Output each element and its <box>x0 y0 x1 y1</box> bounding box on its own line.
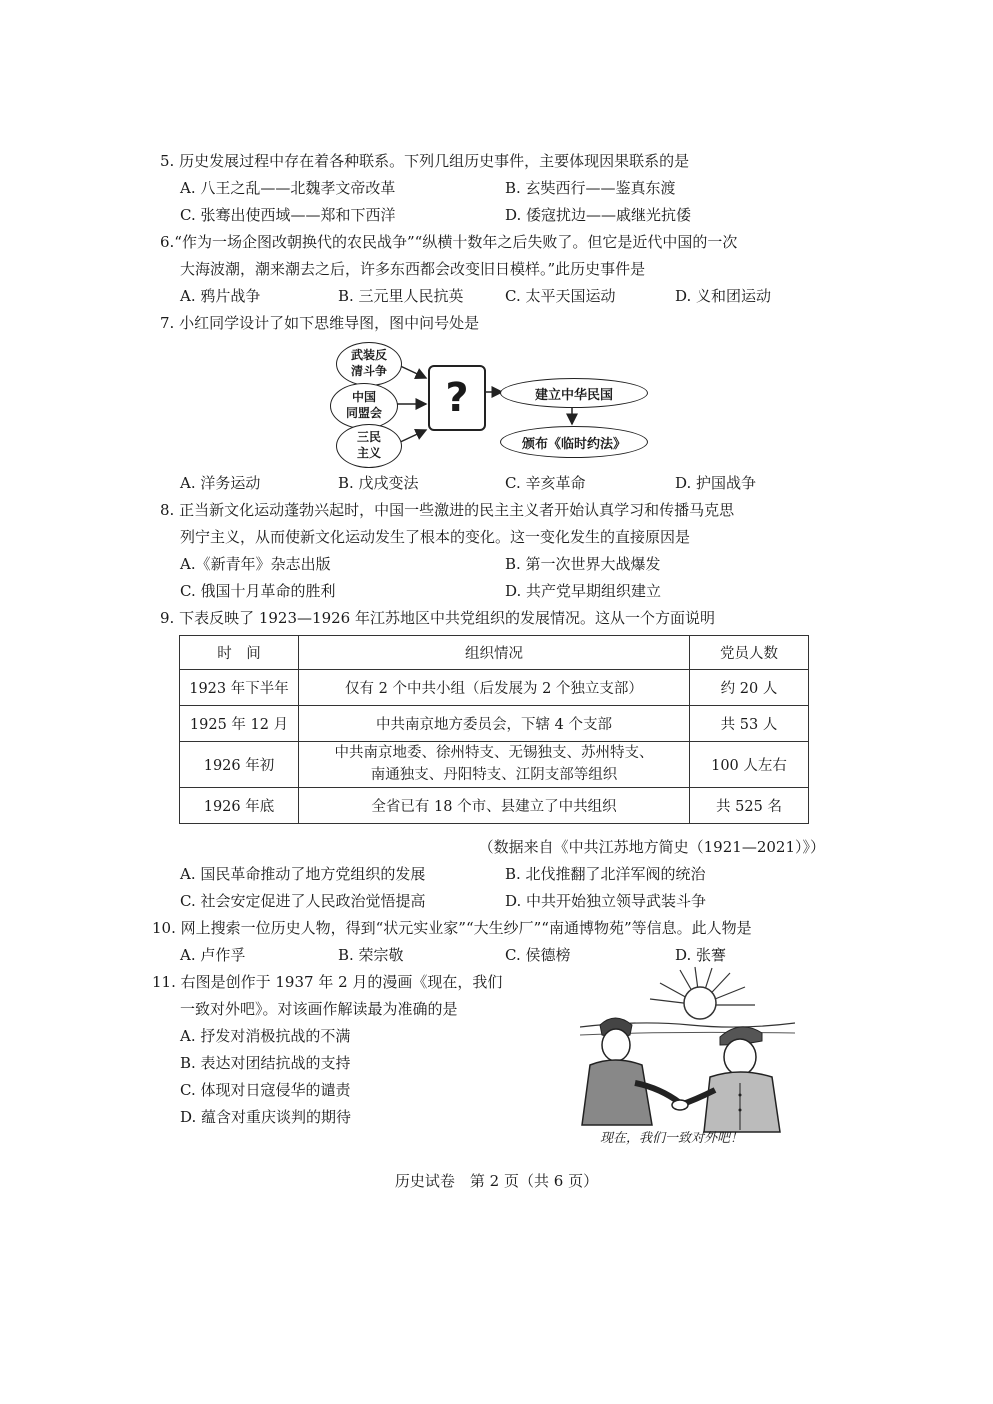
q9-source-note: （数据来自《中共江苏地方简史（1921—2021）》） <box>478 838 825 856</box>
table-row <box>180 742 809 788</box>
handshake-cartoon-illustration <box>580 965 795 1150</box>
q5-option-b[interactable]: B. 玄奘西行——鉴真东渡 <box>505 179 676 197</box>
mindmap-node-provisional-constitution <box>500 426 648 458</box>
q5-option-d[interactable]: D. 倭寇扰边——戚继光抗倭 <box>505 206 692 224</box>
mindmap-node-roc <box>500 378 648 408</box>
table-row <box>180 670 809 706</box>
q10-stem: 10. 网上搜索一位历史人物，得到“状元实业家”“大生纱厂”“南通博物苑”等信息。此人物是 <box>152 919 752 937</box>
page-footer: 历史试卷 第 2 页（共 6 页） <box>394 1172 599 1190</box>
table-cell: 100 人左右 <box>690 742 809 788</box>
mindmap-node-tongmenghui <box>330 383 398 429</box>
q7-stem: 7. 小红同学设计了如下思维导图，图中问号处是 <box>160 314 480 332</box>
table-cell: 1925 年 12 月 <box>180 706 299 742</box>
q7-option-c[interactable]: C. 辛亥革命 <box>505 474 586 492</box>
table-cell: 1926 年初 <box>180 742 299 788</box>
q5-option-c[interactable]: C. 张骞出使西域——郑和下西洋 <box>180 206 396 224</box>
q9-option-a[interactable]: A. 国民革命推动了地方党组织的发展 <box>180 865 426 883</box>
q5-option-a[interactable]: A. 八王之乱——北魏孝文帝改革 <box>180 179 396 197</box>
q6-option-c[interactable]: C. 太平天国运动 <box>505 287 616 305</box>
table-header-members: 党员人数 <box>690 636 809 670</box>
q11-stem-line1: 11. 右图是创作于 1937 年 2 月的漫画《现在，我们 <box>152 973 503 991</box>
q7-option-d[interactable]: D. 护国战争 <box>675 474 757 492</box>
q11-option-b[interactable]: B. 表达对团结抗战的支持 <box>180 1054 351 1072</box>
table-cell: 中共南京地委、徐州特支、无锡独支、苏州特支、 南通独支、丹阳特支、江阴支部等组织 <box>299 742 690 788</box>
q10-option-b[interactable]: B. 荣宗敬 <box>338 946 404 964</box>
q11-option-d[interactable]: D. 蕴含对重庆谈判的期待 <box>180 1108 352 1126</box>
cartoon-caption: 现在，我们一致对外吧！ <box>600 1131 744 1146</box>
table-cell: 约 20 人 <box>690 670 809 706</box>
mindmap-node-armed-struggle <box>336 342 402 386</box>
q10-option-a[interactable]: A. 卢作孚 <box>180 946 246 964</box>
q6-stem-line1: 6.“作为一场企图改朝换代的农民战争”“纵横十数年之后失败了。但它是近代中国的一次 <box>160 233 738 251</box>
mindmap-node-three-principles <box>336 424 402 468</box>
cartoon-image <box>580 965 795 1150</box>
mindmap-left2-text: 中国 同盟会 <box>345 390 382 420</box>
q8-stem-line1: 8. 正当新文化运动蓬勃兴起时，中国一些激进的民主主义者开始认真学习和传播马克思 <box>160 501 735 519</box>
q10-option-c[interactable]: C. 侯德榜 <box>505 946 571 964</box>
mindmap-right2-text: 颁布《临时约法》 <box>521 436 626 452</box>
table-cell: 1926 年底 <box>180 788 299 824</box>
q8-option-b[interactable]: B. 第一次世界大战爆发 <box>505 555 661 573</box>
mindmap-right1-text: 建立中华民国 <box>534 387 613 403</box>
table-cell: 中共南京地方委员会，下辖 4 个支部 <box>299 706 690 742</box>
table-cell: 共 525 名 <box>690 788 809 824</box>
mindmap-question-box <box>428 365 486 431</box>
q9-option-c[interactable]: C. 社会安定促进了人民政治觉悟提高 <box>180 892 426 910</box>
q6-option-d[interactable]: D. 义和团运动 <box>675 287 772 305</box>
q9-option-d[interactable]: D. 中共开始独立领导武装斗争 <box>505 892 707 910</box>
mindmap-left1-text: 武装反 清斗争 <box>350 348 387 378</box>
q11-option-c[interactable]: C. 体现对日寇侵华的谴责 <box>180 1081 351 1099</box>
q9-table <box>179 635 809 824</box>
q9-option-b[interactable]: B. 北伐推翻了北洋军阀的统治 <box>505 865 706 883</box>
q7-option-a[interactable]: A. 洋务运动 <box>180 474 261 492</box>
q6-option-b[interactable]: B. 三元里人民抗英 <box>338 287 464 305</box>
q11-stem-line2: 一致对外吧》。对该画作解读最为准确的是 <box>180 1000 458 1018</box>
q9-stem: 9. 下表反映了 1923—1926 年江苏地区中共党组织的发展情况。这从一个方面说明 <box>160 609 715 627</box>
table-row <box>180 706 809 742</box>
table-cell: 1923 年下半年 <box>180 670 299 706</box>
table-cell: 共 53 人 <box>690 706 809 742</box>
q8-option-d[interactable]: D. 共产党早期组织建立 <box>505 582 662 600</box>
table-cell: 全省已有 18 个市、县建立了中共组织 <box>299 788 690 824</box>
table-header-row <box>180 636 809 670</box>
mindmap-left3-text: 三民 主义 <box>356 430 381 460</box>
q7-option-b[interactable]: B. 戊戌变法 <box>338 474 419 492</box>
q5-stem: 5. 历史发展过程中存在着各种联系。下列几组历史事件，主要体现因果联系的是 <box>160 152 690 170</box>
table-header-organization: 组织情况 <box>299 636 690 670</box>
q8-option-c[interactable]: C. 俄国十月革命的胜利 <box>180 582 336 600</box>
q11-option-a[interactable]: A. 抒发对消极抗战的不满 <box>180 1027 351 1045</box>
q10-option-d[interactable]: D. 张謇 <box>675 946 727 964</box>
table-cell: 仅有 2 个中共小组（后发展为 2 个独立支部） <box>299 670 690 706</box>
q6-stem-line2: 大海波潮，潮来潮去之后，许多东西都会改变旧日模样。”此历史事件是 <box>180 260 646 278</box>
table-row <box>180 788 809 824</box>
q8-option-a[interactable]: A.《新青年》杂志出版 <box>180 555 331 573</box>
question-mark-icon: ? <box>445 375 469 421</box>
table-header-time: 时 间 <box>180 636 299 670</box>
q8-stem-line2: 列宁主义，从而使新文化运动发生了根本的变化。这一变化发生的直接原因是 <box>180 528 691 546</box>
q6-option-a[interactable]: A. 鸦片战争 <box>180 287 261 305</box>
